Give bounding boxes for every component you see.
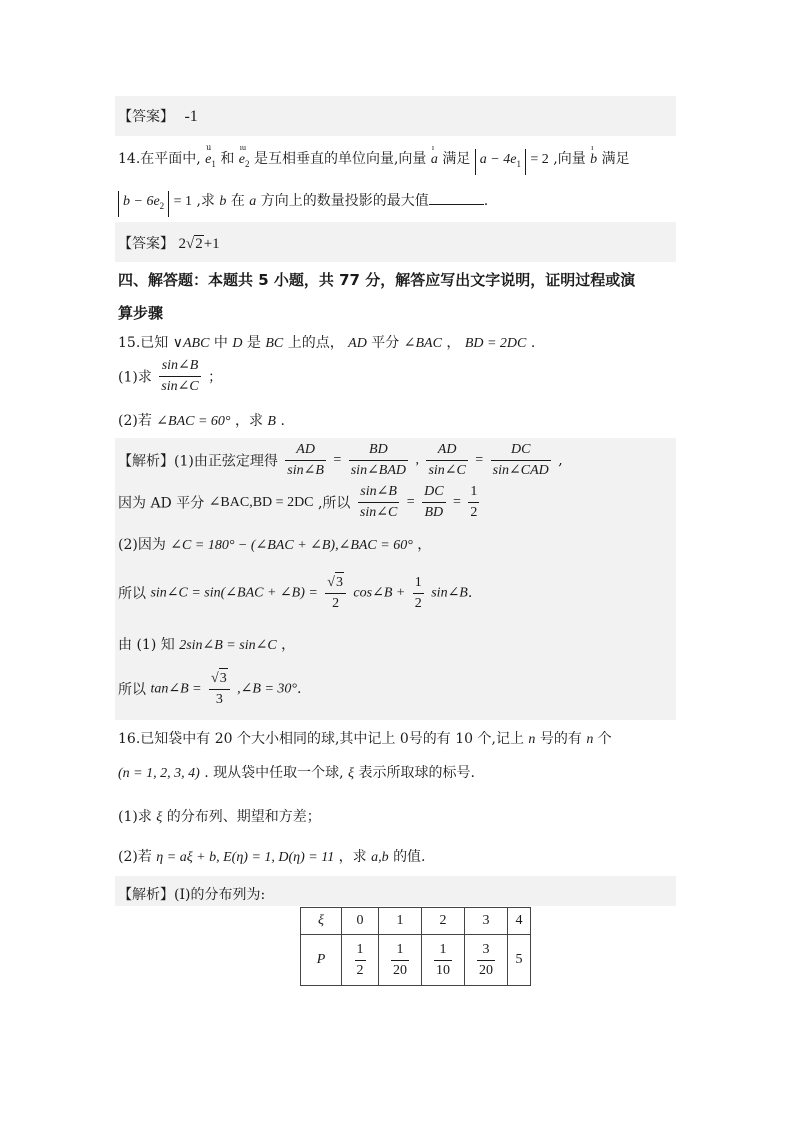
text: 在 bbox=[230, 193, 245, 209]
distribution-table bbox=[300, 907, 531, 986]
table-cell: ξ bbox=[301, 908, 342, 935]
question-15-part-1: (1)求 $\frac{\sin\angle B}{\sin\angle C}$ ； bbox=[118, 356, 222, 397]
text: 在平面中, bbox=[140, 151, 201, 167]
text: 和 bbox=[220, 151, 235, 167]
condition: BD = 2DC bbox=[464, 336, 527, 351]
table-cell: 3 bbox=[465, 908, 508, 935]
triangle-abc: ∨ABC bbox=[172, 336, 210, 351]
solution-16-line-1: 【解析】(I)的分布列为: bbox=[118, 887, 266, 903]
table-cell: $\frac{1}{2}$ bbox=[342, 935, 379, 986]
solution-15-line-3: (2)因为 ∠C = 180° − (∠BAC + ∠B),∠BAC = 60° ， bbox=[118, 537, 432, 553]
vector-a: a bbox=[249, 194, 257, 209]
answer-13-box bbox=[115, 96, 676, 136]
answer-label: 【答案】 bbox=[118, 109, 174, 125]
question-15-stem: 15.已知 ∨ABC 中 D 是 BC 上的点， AD 平分 ∠BAC ， BD = 2DC . bbox=[118, 335, 536, 351]
table-row bbox=[301, 935, 531, 986]
solution-15-line-2: 因为 AD 平分 ∠BAC,BD = 2DC ,所以 $\frac{\sin\angle B}{\sin\angle C}$ = $\frac{DC}{BD}$ = $\frac{1}{2}$ bbox=[118, 484, 478, 520]
text: . bbox=[483, 193, 489, 209]
section-heading-line-1: 四、解答题：本题共 5 小题，共 77 分，解答应写出文字说明，证明过程或演 bbox=[118, 271, 636, 289]
question-16-line-2: (n = 1, 2, 3, 4) . 现从袋中任取一个球, ξ 表示所取球的标号. bbox=[118, 765, 475, 781]
table-cell: 0 bbox=[342, 908, 379, 935]
vector-a: a ı bbox=[430, 143, 438, 167]
answer-14 bbox=[118, 233, 220, 253]
equation: = 1 bbox=[173, 194, 193, 209]
answer-label: 【答案】 bbox=[118, 236, 174, 252]
abs-a-minus-4e1: $a - 4e_1$ bbox=[475, 149, 526, 175]
answer-value: 2√2+1 bbox=[178, 236, 220, 252]
solution-15-line-6: 所以 tan∠B = $\frac{√3}{3}$ ,∠B = 30°. bbox=[118, 668, 301, 710]
table-cell: $\frac{1}{10}$ bbox=[422, 935, 465, 986]
fraction-sinB-sinC: $\frac{\sin\angle B}{\sin\angle C}$ bbox=[161, 358, 199, 394]
section-heading bbox=[118, 269, 635, 323]
text: ,求 bbox=[196, 193, 215, 209]
question-15-part-2: (2)若 ∠BAC = 60° ，求 B . bbox=[118, 413, 285, 429]
section-heading-line-2: 算步骤 bbox=[118, 304, 164, 322]
answer-value: -1 bbox=[184, 108, 198, 125]
table-cell: $\frac{3}{20}$ bbox=[465, 935, 508, 986]
text: 满足 bbox=[442, 151, 471, 167]
equation: = 2 bbox=[530, 152, 549, 167]
table-header-row bbox=[301, 908, 531, 935]
text: 满足 bbox=[601, 151, 630, 167]
question-16-part-2: (2)若 η = aξ + b, E(η) = 1, D(η) = 11 ，求 a,b 的值. bbox=[118, 849, 426, 865]
table-cell: 4 bbox=[508, 908, 531, 935]
vector-e2: $e_2$ ıu bbox=[238, 143, 250, 169]
vector-b: b ı bbox=[590, 143, 598, 167]
vector-b: b bbox=[219, 194, 227, 209]
answer-blank bbox=[429, 190, 484, 205]
question-14-line-1 bbox=[118, 143, 630, 175]
solution-15-line-5: 由 (1) 知 2sin∠B = sin∠C ， bbox=[118, 637, 296, 653]
question-16-line-1: 16.已知袋中有 20 个大小相同的球,其中记上 0号的有 10 个,记上 n 号的有 n 个 bbox=[118, 731, 612, 747]
text: 方向上的数量投影的最大值 bbox=[260, 193, 429, 209]
table-cell: 5 bbox=[508, 935, 531, 986]
question-16-part-1: (1)求 ξ 的分布列、期望和方差； bbox=[118, 809, 321, 825]
table-cell: 1 bbox=[379, 908, 422, 935]
table-cell: P bbox=[301, 935, 342, 986]
question-number: 14. bbox=[118, 151, 141, 167]
solution-15-line-4: 所以 sin∠C = sin(∠BAC + ∠B) = $\frac{√3}{2}$ cos∠B + $\frac{1}{2}$ sin∠B. bbox=[118, 572, 472, 614]
question-14-line-2 bbox=[118, 190, 488, 217]
table-cell: 2 bbox=[422, 908, 465, 935]
text: ,向量 bbox=[553, 151, 586, 167]
vector-e1: $e_1$ ս bbox=[205, 143, 216, 169]
solution-15-line-1: 【解析】(1)由正弦定理得 $\frac{AD}{\sin\angle B}$ = $\frac{BD}{\text{sin∠BAD}}$ , $\frac{AD}{\sin\angle C}$ = $\frac{DC}{\text{sin∠CAD}}$ , bbox=[118, 442, 563, 478]
answer-13 bbox=[118, 106, 198, 126]
table-cell: $\frac{1}{20}$ bbox=[379, 935, 422, 986]
abs-b-minus-6e2: $b - 6e_2$ bbox=[118, 191, 169, 217]
text: 是互相垂直的单位向量,向量 bbox=[253, 151, 427, 167]
